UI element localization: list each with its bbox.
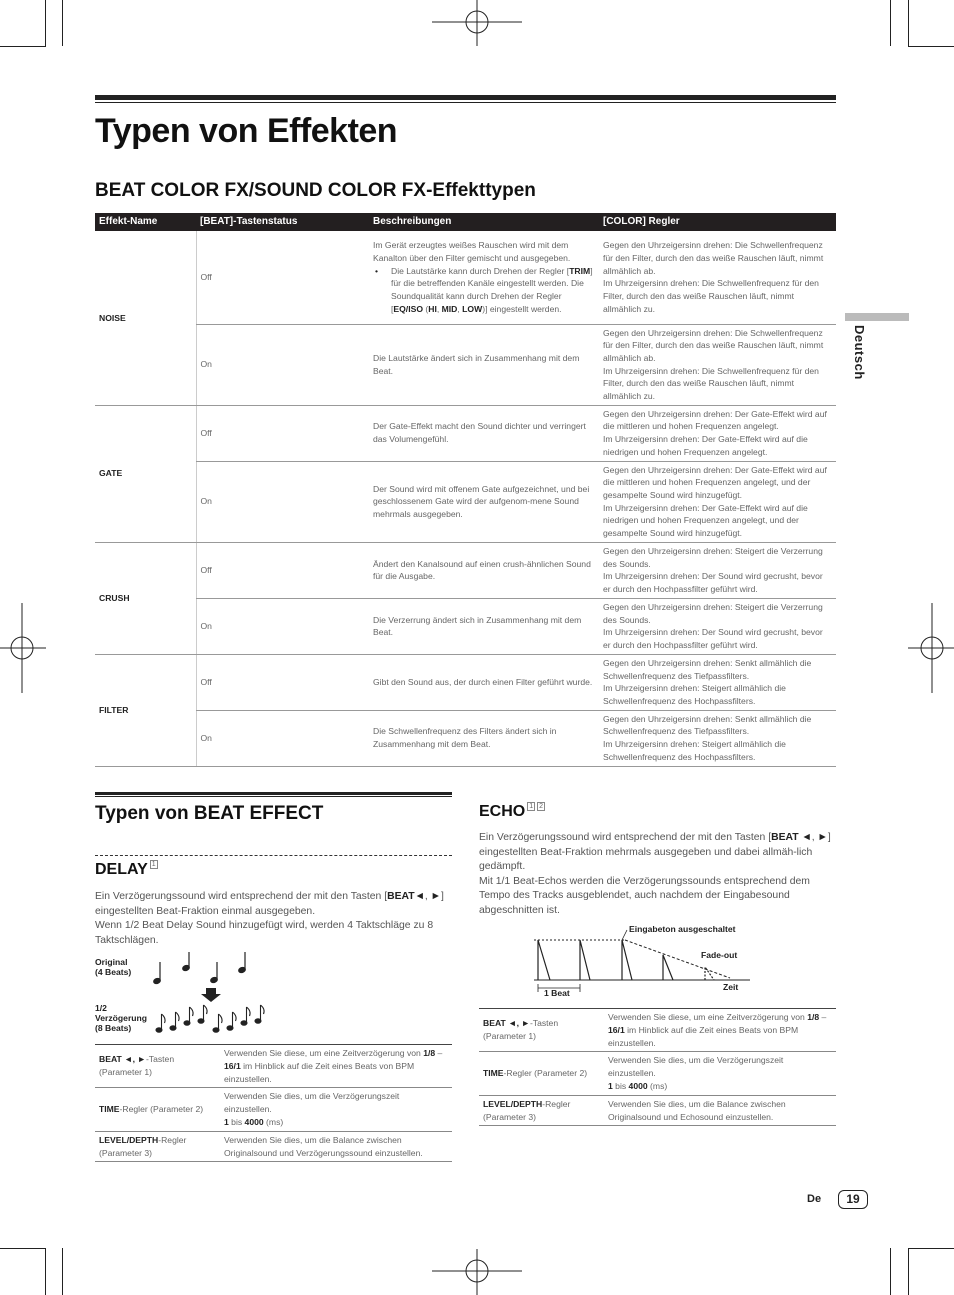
description-cell: Ändert den Kanalsound auf einen crush-ähnlichen Sound für die Ausgabe. <box>369 542 599 598</box>
color-knob-cell: Gegen den Uhrzeigersinn drehen: Der Gate-Effekt wird auf die mittleren und hohen Frequenzen angelegt. Im Uhrzeigersinn drehen: Der Gate-Effekt wird auf die niedrigen und hohen Frequenzen angelegt. <box>599 405 836 461</box>
eighth-notes-icon <box>156 1005 264 1032</box>
crop-mark <box>908 46 954 47</box>
param-name: BEAT ◄, ►-Tasten (Parameter 1) <box>95 1045 220 1088</box>
param-name: TIME-Regler (Parameter 2) <box>479 1052 604 1095</box>
table-row <box>479 1009 836 1052</box>
down-arrow-icon <box>201 988 221 1002</box>
color-knob-cell: Gegen den Uhrzeigersinn drehen: Steigert die Verzerrung des Sounds. Im Uhrzeigersinn drehen: Der Sound wird gecrusht, bevor er durch den Hochpassfilter geführt wird. <box>599 598 836 654</box>
note-marker: 1 <box>529 803 534 810</box>
page-number: 19 <box>838 1190 868 1209</box>
crop-mark <box>890 0 891 46</box>
quarter-note-icon <box>238 952 246 974</box>
delay-label-original: Original (4 Beats) <box>95 957 132 977</box>
beat-state: Off <box>196 542 369 598</box>
page-title: Typen von Effekten <box>95 112 398 150</box>
header-effect-name: Effekt-Name <box>95 213 196 231</box>
beat-state: Off <box>196 405 369 461</box>
table-row <box>95 1088 452 1131</box>
echo-label-fade-out: Fade-out <box>701 950 738 960</box>
crop-mark <box>62 0 63 46</box>
description-cell: Die Verzerrung ändert sich in Zusammenhang mit dem Beat. <box>369 598 599 654</box>
echo-parameter-table <box>479 1008 836 1126</box>
echo-label-time: Zeit <box>723 982 739 992</box>
language-tab-label: Deutsch <box>852 325 867 380</box>
crop-mark <box>0 1248 46 1249</box>
effect-name: GATE <box>95 405 196 542</box>
crop-mark <box>890 1248 891 1295</box>
beat-state: Off <box>196 654 369 710</box>
beat-state: Off <box>196 231 369 324</box>
description-cell: Die Schwellenfrequenz des Filters ändert sich in Zusammenhang mit dem Beat. <box>369 710 599 766</box>
effect-name: CRUSH <box>95 542 196 654</box>
effect-name: NOISE <box>95 231 196 405</box>
registration-mark-top <box>432 0 522 46</box>
delay-parameter-table <box>95 1044 452 1162</box>
header-descriptions: Beschreibungen <box>369 213 599 231</box>
description-cell <box>369 231 599 324</box>
beat-state: On <box>196 461 369 542</box>
beat-state: On <box>196 324 369 405</box>
quarter-note-icon <box>182 952 190 972</box>
dashed-divider <box>95 855 452 856</box>
language-tab-bar <box>845 313 909 321</box>
color-knob-cell: Gegen den Uhrzeigersinn drehen: Steigert die Verzerrung des Sounds. Im Uhrzeigersinn drehen: Der Sound wird gecrusht, bevor er durch den Hochpassfilter geführt wird. <box>599 542 836 598</box>
table-row <box>95 461 836 542</box>
title-rule <box>95 95 836 103</box>
table-row <box>95 710 836 766</box>
param-name: BEAT ◄, ►-Tasten (Parameter 1) <box>479 1009 604 1052</box>
table-row <box>95 542 836 598</box>
beat-state: On <box>196 598 369 654</box>
section-title-color-fx: BEAT COLOR FX/SOUND COLOR FX-Effekttypen <box>95 180 536 201</box>
page-language-code: De <box>807 1193 822 1205</box>
note-marker: 2 <box>539 803 544 810</box>
table-row <box>95 405 836 461</box>
echo-title: ECHO $^1$ $^2$ <box>479 803 544 820</box>
description-cell: Die Lautstärke ändert sich in Zusammenhang mit dem Beat. <box>369 324 599 405</box>
color-knob-cell: Gegen den Uhrzeigersinn drehen: Senkt allmählich die Schwellenfrequenz des Tiefpassfilters. Im Uhrzeigersinn drehen: Steigert allmählich die Schwellenfrequenz des Hochpassfilters. <box>599 654 836 710</box>
effects-table <box>95 213 836 767</box>
table-row <box>95 1045 452 1088</box>
table-row <box>95 1131 452 1162</box>
section-title-beat-effect: Typen von BEAT EFFECT <box>95 803 324 824</box>
table-row <box>95 231 836 324</box>
param-name: LEVEL/DEPTH-Regler (Parameter 3) <box>95 1131 220 1162</box>
note-marker: 1 <box>151 861 156 868</box>
delay-notes-diagram <box>150 948 280 1038</box>
table-row <box>95 654 836 710</box>
table-row <box>479 1052 836 1095</box>
beat-state: On <box>196 710 369 766</box>
echo-description: Ein Verzögerungssound wird entsprechend der mit den Tasten [BEAT ◄, ►] eingestellten Beat-Fraktion mehrmals ausgegeben und dabei allmäh-lich gedämpft. Mit 1/1 Beat-Echos werden die Verzögerungssounds entsprechend dem Tempo des Tracks ausgeblendet, auch nachdem der Eingabesound abgeschnitten ist. <box>479 832 831 916</box>
param-description: Verwenden Sie dies, um die Verzögerungszeit einzustellen. 1 bis 4000 (ms) <box>220 1088 452 1131</box>
description-cell: Der Sound wird mit offenem Gate aufgezeichnet, und bei geschlossenem Gate wird der aufgenom-mene Sound mehrmals ausgegeben. <box>369 461 599 542</box>
registration-mark-right <box>908 603 954 693</box>
color-knob-cell: Gegen den Uhrzeigersinn drehen: Die Schwellenfrequenz für den Filter, durch den das weiße Rauschen läuft, nimmt allmählich ab. Im Uhrzeigersinn drehen: Die Schwellenfrequenz für den Filter, durch den das weiße Rauschen läuft, nimmt allmählich zu. <box>599 324 836 405</box>
param-name: LEVEL/DEPTH-Regler (Parameter 3) <box>479 1095 604 1126</box>
crop-mark <box>908 0 909 46</box>
param-description: Verwenden Sie dies, um die Verzögerungszeit einzustellen. 1 bis 4000 (ms) <box>604 1052 836 1095</box>
description-text: Im Gerät erzeugtes weißes Rauschen wird mit dem Kanalton über den Filter gemischt und ausgegeben. <box>373 240 571 263</box>
delay-label-half: 1/2 Verzögerung (8 Beats) <box>95 1003 148 1033</box>
crop-mark <box>62 1248 63 1295</box>
echo-label-input-off: Eingabeton ausgeschaltet <box>629 924 736 934</box>
description-bullet: • Die Lautstärke kann durch Drehen der Regler [TRIM] für die betreffenden Kanäle eingestellt werden. Die Soundqualität kann durch Drehen der Regler [EQ/ISO (HI, MID, LOW)] eingestellt werden. <box>373 265 595 316</box>
crop-mark <box>908 1248 954 1249</box>
section-rule <box>95 792 452 797</box>
table-row <box>479 1095 836 1126</box>
param-description: Verwenden Sie dies, um die Balance zwischen Originalsound und Verzögerungssound einzustellen. <box>220 1131 452 1162</box>
delay-description: Ein Verzögerungssound wird entsprechend der mit den Tasten [BEAT◄, ►] eingestellten Beat-Fraktion einmal ausgegeben. Wenn 1/2 Beat Delay Sound hinzugefügt wird, werden 4 Taktschläge zu 8 Taktschlägen. <box>95 891 444 946</box>
param-description: Verwenden Sie diese, um eine Zeitverzögerung von 1/8 – 16/1 im Hinblick auf die Zeit eines Beats von BPM einzustellen. <box>604 1009 836 1052</box>
crop-mark <box>45 1248 46 1295</box>
registration-mark-left <box>0 603 46 693</box>
description-cell: Der Gate-Effekt macht den Sound dichter und verringert das Volumengefühl. <box>369 405 599 461</box>
table-row <box>95 324 836 405</box>
table-row <box>95 598 836 654</box>
crop-mark <box>908 1248 909 1295</box>
param-name: TIME-Regler (Parameter 2) <box>95 1088 220 1131</box>
delay-title: DELAY $^1$ <box>95 861 156 878</box>
registration-mark-bottom <box>432 1249 522 1295</box>
header-beat-status: [BEAT]-Tastenstatus <box>196 213 369 231</box>
param-description: Verwenden Sie dies, um die Balance zwischen Originalsound und Echosound einzustellen. <box>604 1095 836 1126</box>
color-knob-cell: Gegen den Uhrzeigersinn drehen: Die Schwellenfrequenz für den Filter, durch den das weiße Rauschen läuft, nimmt allmählich ab. Im Uhrzeigersinn drehen: Die Schwellenfrequenz für den Filter, durch den das weiße Rauschen läuft, nimmt allmählich zu. <box>599 231 836 324</box>
description-cell: Gibt den Sound aus, der durch einen Filter geführt wurde. <box>369 654 599 710</box>
effect-name: FILTER <box>95 654 196 766</box>
crop-mark <box>0 46 46 47</box>
header-color-knob: [COLOR] Regler <box>599 213 836 231</box>
crop-mark <box>45 0 46 46</box>
quarter-note-icon <box>210 962 218 984</box>
echo-label-one-beat: 1 Beat <box>544 988 570 998</box>
color-knob-cell: Gegen den Uhrzeigersinn drehen: Senkt allmählich die Schwellenfrequenz des Tiefpassfilters. Im Uhrzeigersinn drehen: Steigert allmählich die Schwellenfrequenz des Hochpassfilters. <box>599 710 836 766</box>
param-description: Verwenden Sie diese, um eine Zeitverzögerung von 1/8 – 16/1 im Hinblick auf die Zeit eines Beats von BPM einzustellen. <box>220 1045 452 1088</box>
quarter-note-icon <box>153 962 161 985</box>
color-knob-cell: Gegen den Uhrzeigersinn drehen: Der Gate-Effekt wird auf die mittleren und hohen Frequenzen angelegt, und der gesampelte Sound wird hinzugefügt. Im Uhrzeigersinn drehen: Der Gate-Effekt wird auf die niedrigen und hohen Frequenzen angelegt, und der gesampelte Sound wird hinzugefügt. <box>599 461 836 542</box>
